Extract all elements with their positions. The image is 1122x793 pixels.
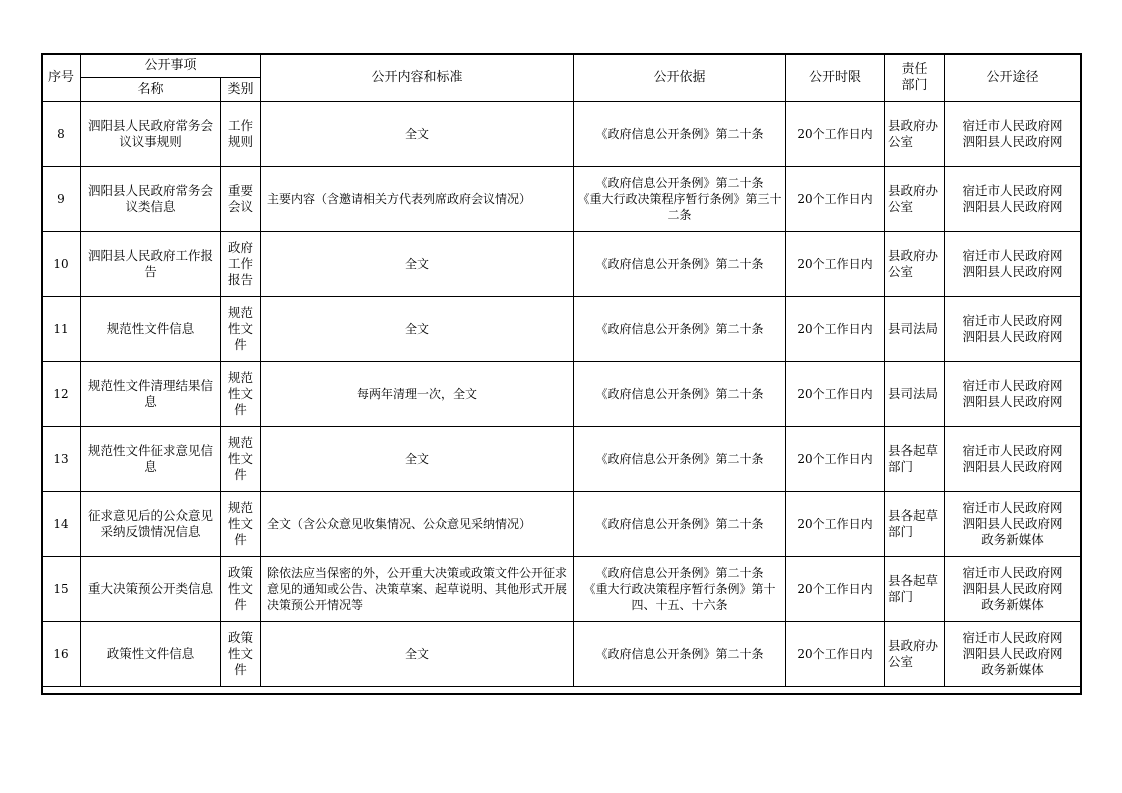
seq-cell: 16: [42, 622, 81, 687]
table-row: [42, 427, 1081, 492]
item-name-cell: 规范性文件清理结果信息: [81, 362, 221, 427]
dept-cell: 县司法局: [885, 362, 945, 427]
table-row: [42, 167, 1081, 232]
time-limit-cell: 20个工作日内: [786, 492, 885, 557]
channel-cell: 宿迁市人民政府网 泗阳县人民政府网: [945, 362, 1081, 427]
time-limit-cell: 20个工作日内: [786, 427, 885, 492]
seq-cell: 10: [42, 232, 81, 297]
dept-cell: 县各起草部门: [885, 557, 945, 622]
category-cell: 规范性文件: [221, 362, 261, 427]
channel-cell: 宿迁市人民政府网 泗阳县人民政府网: [945, 232, 1081, 297]
category-cell: 政策性文件: [221, 622, 261, 687]
header-time-limit: 公开时限: [786, 54, 885, 102]
channel-cell: 宿迁市人民政府网 泗阳县人民政府网: [945, 297, 1081, 362]
table-row: [42, 102, 1081, 167]
basis-cell: 《政府信息公开条例》第二十条: [574, 362, 786, 427]
category-cell: 工作规则: [221, 102, 261, 167]
channel-cell: 宿迁市人民政府网 泗阳县人民政府网: [945, 102, 1081, 167]
content-cell: 每两年清理一次，全文: [261, 362, 574, 427]
header-group: 公开事项: [81, 54, 261, 78]
basis-cell: 《政府信息公开条例》第二十条 《重大行政决策程序暂行条例》第三十二条: [574, 167, 786, 232]
basis-cell: 《政府信息公开条例》第二十条: [574, 102, 786, 167]
time-limit-cell: 20个工作日内: [786, 232, 885, 297]
item-name-cell: 泗阳县人民政府常务会议议事规则: [81, 102, 221, 167]
channel-cell: 宿迁市人民政府网 泗阳县人民政府网 政务新媒体: [945, 622, 1081, 687]
table-row: [42, 492, 1081, 557]
channel-cell: 宿迁市人民政府网 泗阳县人民政府网 政务新媒体: [945, 492, 1081, 557]
category-cell: 规范性文件: [221, 492, 261, 557]
basis-cell: 《政府信息公开条例》第二十条: [574, 492, 786, 557]
table-row: [42, 297, 1081, 362]
seq-cell: 9: [42, 167, 81, 232]
header-content: 公开内容和标准: [261, 54, 574, 102]
table-row: [42, 557, 1081, 622]
seq-cell: 8: [42, 102, 81, 167]
channel-cell: 宿迁市人民政府网 泗阳县人民政府网 政务新媒体: [945, 557, 1081, 622]
header-category: 类别: [221, 78, 261, 102]
dept-cell: 县司法局: [885, 297, 945, 362]
basis-cell: 《政府信息公开条例》第二十条: [574, 232, 786, 297]
seq-cell: 15: [42, 557, 81, 622]
category-cell: 规范性文件: [221, 427, 261, 492]
content-cell: 全文: [261, 427, 574, 492]
seq-cell: 11: [42, 297, 81, 362]
category-cell: 重要会议: [221, 167, 261, 232]
item-name-cell: 泗阳县人民政府常务会议类信息: [81, 167, 221, 232]
item-name-cell: 规范性文件征求意见信息: [81, 427, 221, 492]
time-limit-cell: 20个工作日内: [786, 362, 885, 427]
item-name-cell: 泗阳县人民政府工作报告: [81, 232, 221, 297]
item-name-cell: 征求意见后的公众意见采纳反馈情况信息: [81, 492, 221, 557]
dept-cell: 县各起草部门: [885, 492, 945, 557]
time-limit-cell: 20个工作日内: [786, 622, 885, 687]
item-name-cell: 政策性文件信息: [81, 622, 221, 687]
header-dept: 责任 部门: [885, 54, 945, 102]
header-seq: 序号: [42, 54, 81, 102]
dept-cell: 县政府办公室: [885, 102, 945, 167]
content-cell: 全文: [261, 622, 574, 687]
content-cell: 全文: [261, 232, 574, 297]
dept-cell: 县政府办公室: [885, 622, 945, 687]
channel-cell: 宿迁市人民政府网 泗阳县人民政府网: [945, 427, 1081, 492]
disclosure-table: [41, 53, 1081, 687]
seq-cell: 13: [42, 427, 81, 492]
time-limit-cell: 20个工作日内: [786, 297, 885, 362]
basis-cell: 《政府信息公开条例》第二十条 《重大行政决策程序暂行条例》第十四、十五、十六条: [574, 557, 786, 622]
table-row: [42, 232, 1081, 297]
content-cell: 除依法应当保密的外，公开重大决策或政策文件公开征求意见的通知或公告、决策草案、起草说明、其他形式开展决策预公开情况等: [261, 557, 574, 622]
time-limit-cell: 20个工作日内: [786, 102, 885, 167]
dept-cell: 县政府办公室: [885, 167, 945, 232]
seq-cell: 14: [42, 492, 81, 557]
item-name-cell: 规范性文件信息: [81, 297, 221, 362]
channel-cell: 宿迁市人民政府网 泗阳县人民政府网: [945, 167, 1081, 232]
content-cell: 主要内容（含邀请相关方代表列席政府会议情况）: [261, 167, 574, 232]
category-cell: 政策性文件: [221, 557, 261, 622]
table-row: [42, 622, 1081, 687]
time-limit-cell: 20个工作日内: [786, 557, 885, 622]
content-cell: 全文: [261, 297, 574, 362]
category-cell: 规范性文件: [221, 297, 261, 362]
content-cell: 全文: [261, 102, 574, 167]
content-cell: 全文（含公众意见收集情况、公众意见采纳情况）: [261, 492, 574, 557]
basis-cell: 《政府信息公开条例》第二十条: [574, 622, 786, 687]
header-channel: 公开途径: [945, 54, 1081, 102]
dept-cell: 县政府办公室: [885, 232, 945, 297]
time-limit-cell: 20个工作日内: [786, 167, 885, 232]
basis-cell: 《政府信息公开条例》第二十条: [574, 427, 786, 492]
seq-cell: 12: [42, 362, 81, 427]
header-name: 名称: [81, 78, 221, 102]
category-cell: 政府工作报告: [221, 232, 261, 297]
basis-cell: 《政府信息公开条例》第二十条: [574, 297, 786, 362]
table-row: [42, 362, 1081, 427]
item-name-cell: 重大决策预公开类信息: [81, 557, 221, 622]
table-body: [42, 102, 1081, 687]
dept-cell: 县各起草部门: [885, 427, 945, 492]
header-basis: 公开依据: [574, 54, 786, 102]
